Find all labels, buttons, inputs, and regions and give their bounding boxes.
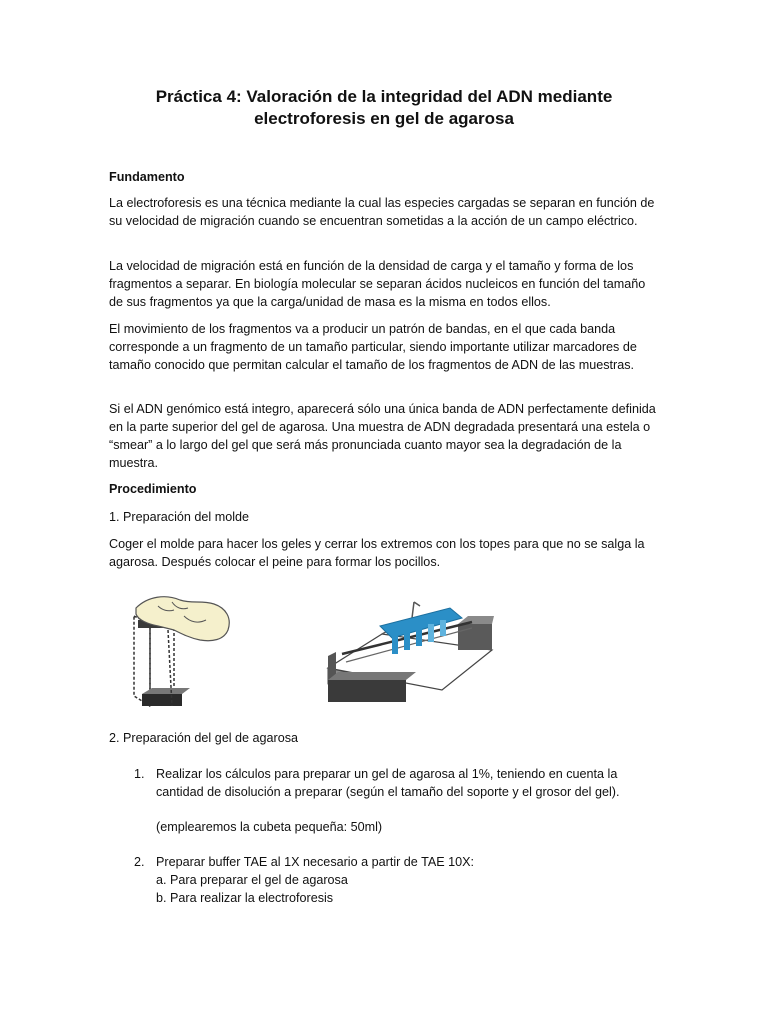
step1-text: Coger el molde para hacer los geles y cerrar los extremos con los topes para que no se salga la agarosa. Después colocar el peine para formar los pocillos. (109, 537, 645, 569)
paragraph-4: Si el ADN genómico está integro, aparecerá sólo una única banda de ADN perfectamente definida en la parte superior del gel de agarosa. Una muestra de ADN degradada presentará una estela o “smear” a lo largo del gel que será más pronunciada cuanto mayor sea la degradación de la muestra. (109, 402, 656, 470)
list-text: Preparar buffer TAE al 1X necesario a partir de TAE 10X: (156, 855, 475, 869)
section-heading-fundamento: Fundamento (109, 170, 185, 184)
list-number: 2. (134, 855, 145, 869)
list-item-1-note: (emplearemos la cubeta pequeña: 50ml) (156, 820, 383, 834)
sub-item-a: a. Para preparar el gel de agarosa (156, 873, 348, 887)
paragraph-3: El movimiento de los fragmentos va a producir un patrón de bandas, en el que cada banda corresponde a un fragmento de un tamaño particular, siendo importante utilizar marcadores de tamaño conocido que permitan calcular el tamaño de los fragmentos de ADN de las muestras. (109, 322, 637, 372)
gloved-hands-closing-mold-icon (128, 586, 238, 716)
sub-item-b: b. Para realizar la electroforesis (156, 891, 334, 905)
paragraph-2: La velocidad de migración está en función de la densidad de carga y el tamaño y forma de los fragmentos a separar. En biología molecular se separan ácidos nucleicos en función del tamaño de sus fragmentos ya que la carga/unidad de masa es la misma en todos ellos. (109, 259, 646, 309)
step2-title: 2. Preparación del gel de agarosa (109, 731, 299, 745)
gel-tray-with-comb-icon (322, 592, 494, 708)
list-text: Realizar los cálculos para preparar un gel de agarosa al 1%, teniendo en cuenta la cantidad de disolución a preparar (según el tamaño del soporte y el grosor del gel). (156, 767, 620, 799)
paragraph-1: La electroforesis es una técnica mediante la cual las especies cargadas se separan en función de su velocidad de migración cuando se encuentran sometidas a la acción de un campo eléctrico. (109, 196, 655, 228)
step1-title: 1. Preparación del molde (109, 510, 250, 524)
section-heading-procedimiento: Procedimiento (109, 482, 197, 496)
page-title: Práctica 4: Valoración de la integridad del ADN mediante electroforesis en gel de agarosa (155, 87, 613, 128)
list-number: 1. (134, 767, 145, 781)
